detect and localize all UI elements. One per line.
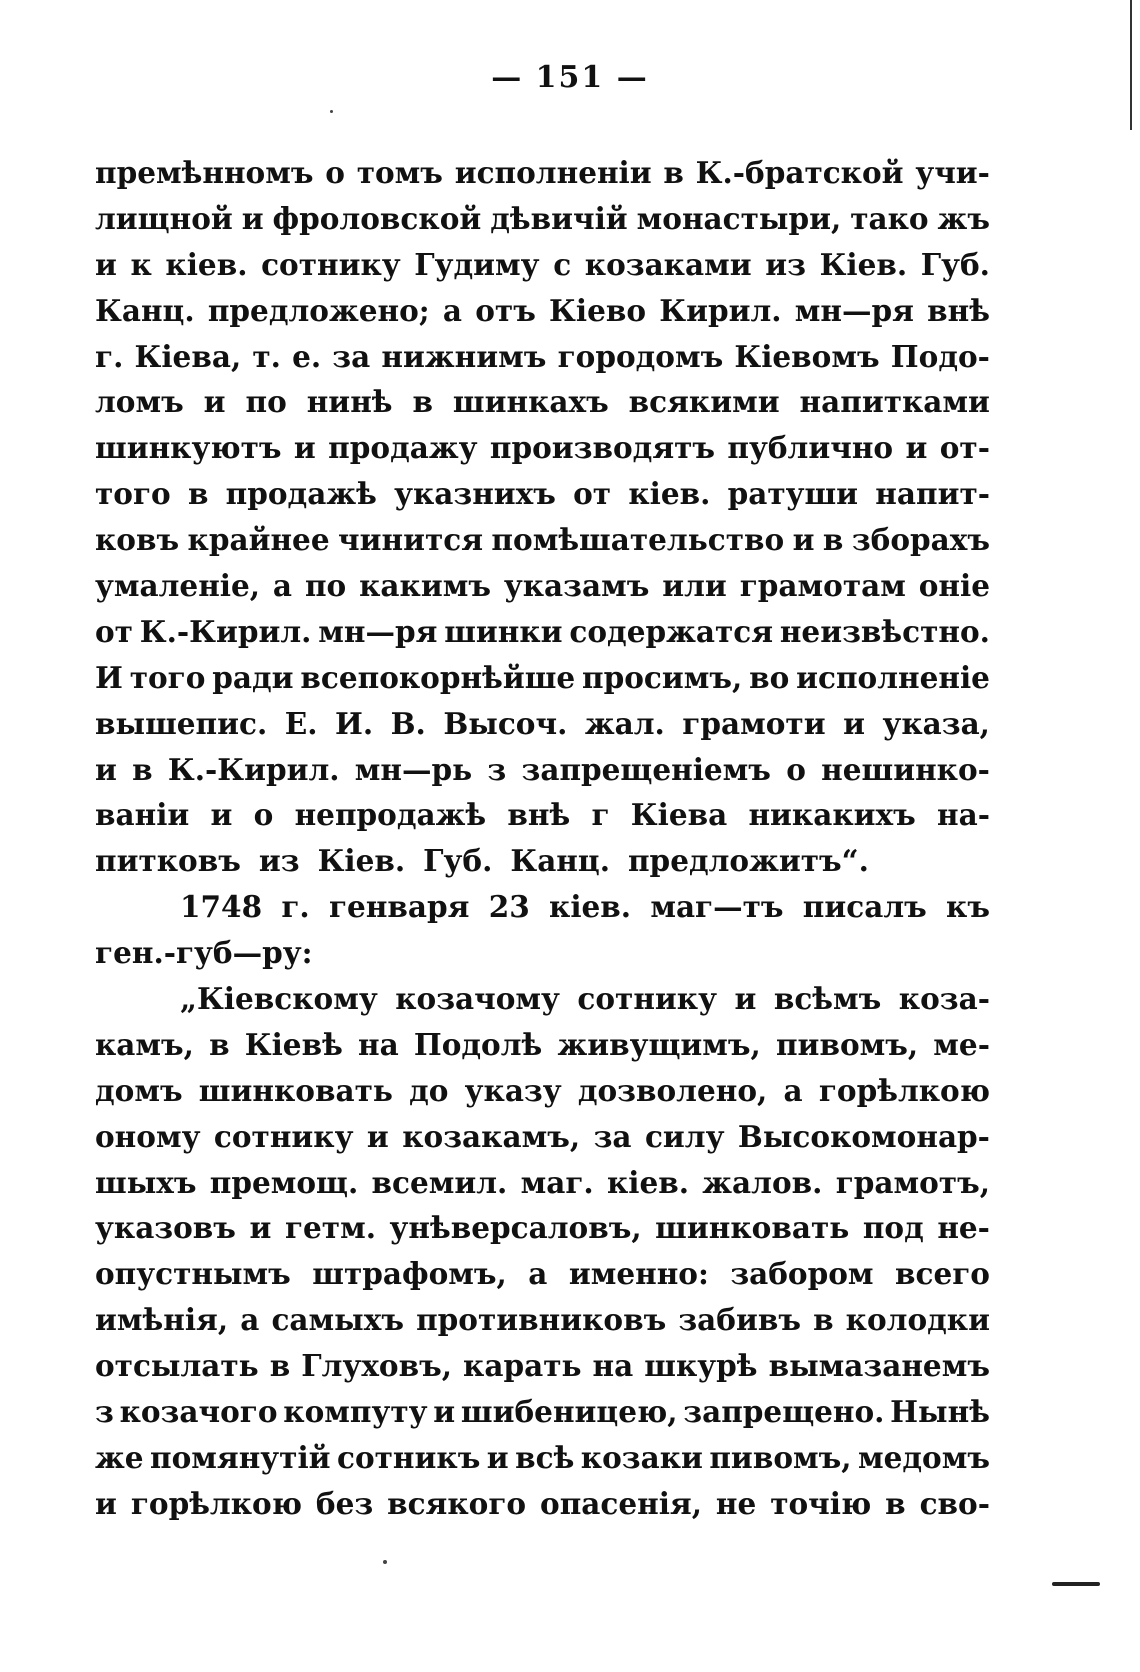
word: исполненіи [454,155,652,190]
word: зборахъ [851,522,990,558]
margin-mark [1052,1582,1100,1586]
word: всепокорнѣйше [300,659,576,695]
word: унѣверсаловъ, [389,1210,642,1246]
text-line [95,1205,990,1251]
word: и [843,705,865,741]
word: ме- [933,1026,990,1062]
word: Кіев. [819,246,908,282]
word: всѣ [515,1439,575,1475]
word: шинковать [655,1210,850,1246]
text-line [95,288,990,334]
word: козачому [395,981,560,1017]
word: по [245,384,287,420]
word: в [209,1026,230,1062]
word: в [269,1348,291,1384]
word: отъ [475,292,536,328]
word: производятъ [489,430,716,466]
word: кіев. [606,1164,689,1200]
ink-speck [383,1560,387,1564]
word: от [573,476,612,512]
word: опасенія, [540,1485,702,1521]
word: ковъ [95,522,180,558]
word: опустнымъ [95,1256,291,1292]
word: монастыри, [636,200,842,236]
word: ген.-губ—ру: [95,935,313,971]
word: в [132,751,153,787]
word: силу [644,1118,725,1154]
word: нешинко- [821,751,990,787]
word: городомъ [557,338,724,374]
text-line [95,334,990,380]
word: оніе [918,568,990,604]
word: указу [464,1072,562,1108]
word: камъ, [95,1026,194,1062]
text-line [95,1160,990,1206]
word: козачого [119,1394,278,1430]
word: шыхъ [95,1164,197,1200]
word: вымазанемъ [768,1348,990,1384]
word: исполненіе [796,659,990,695]
word: з [487,751,507,787]
word: Подо- [890,338,990,374]
word: Губ. [920,246,990,282]
word: сотнику [577,981,717,1017]
word: продажу [328,430,478,466]
word: шинкахъ [452,384,609,420]
word: пивомъ, [709,1439,852,1475]
word: и [433,1394,456,1430]
word: Гудиму [414,246,540,282]
text-line [95,792,990,838]
word: козаками [584,246,752,282]
word: нинѣ [306,384,393,420]
word: Кіева, [134,338,242,374]
word: всякого [387,1485,527,1521]
word: шинковать [198,1072,393,1108]
text-line [95,930,990,976]
word: в [663,155,684,190]
word: живущимъ, [557,1026,761,1062]
text-line [95,747,990,793]
text-line [95,1389,990,1435]
word: з [95,1394,114,1430]
word: дѣвичій [490,200,628,236]
word: в [885,1485,906,1521]
word: Кирил. [659,292,782,328]
word: шкурѣ [644,1348,758,1384]
text-line [95,884,990,930]
text-line [95,1297,990,1343]
word: маг. [520,1164,594,1200]
word: забором [730,1256,874,1292]
word: продажѣ [225,476,377,512]
word: домъ [95,1072,183,1108]
word: грамоти [682,705,826,741]
word: и [905,430,928,466]
word: Кіева [630,797,728,833]
word: грамотъ, [835,1164,990,1200]
word: премощ. [209,1164,359,1200]
word: и [792,522,815,558]
ink-speck [330,110,333,113]
word: и [95,246,117,282]
word: 23 [488,889,530,925]
text-line [95,1022,990,1068]
word: а [783,1072,803,1108]
word: точію [770,1485,872,1521]
word: предложитъ“. [627,843,869,879]
word: в [813,1302,834,1338]
text-line [95,242,990,288]
word: Кіево [549,292,647,328]
word: шибеницею, [460,1394,678,1430]
word: к [130,246,152,282]
word: кіев. [165,246,248,282]
word: кіев. [628,476,711,512]
word: за [593,1118,632,1154]
word: Подолѣ [413,1026,543,1062]
word: медомъ [857,1439,990,1475]
word: напитками [799,384,990,420]
word: непродажѣ [294,797,487,833]
word: К.-братской [695,155,904,190]
text-line [95,1068,990,1114]
word: грамотам [739,568,906,604]
word: отсылать [95,1348,259,1384]
word: за [332,338,371,374]
word: и [486,1439,509,1475]
word: имѣнія, [95,1302,229,1338]
word: запрещено. [683,1394,885,1430]
word: и [203,384,226,420]
word: помянутій [150,1439,331,1475]
word: питковъ [95,843,241,879]
word: никакихъ [748,797,916,833]
text-line [95,517,990,563]
word: г. [95,338,124,374]
text-line [95,1343,990,1389]
word: жал. [584,705,665,741]
text-line [95,976,990,1022]
word: содержатся [569,613,774,649]
text-line [95,1251,990,1297]
word: Высоч. [443,705,568,741]
word: того [95,476,171,512]
word: ратуши [727,476,859,512]
word: внѣ [927,292,990,328]
word: от [95,613,133,649]
word: кіев. [549,889,632,925]
word: г [591,797,610,833]
word: горѣлкою [130,1485,302,1521]
word: указовъ [95,1210,236,1246]
word: всѣмъ [773,981,882,1017]
word: на [357,1026,399,1062]
word: забивъ [678,1302,801,1338]
word: сотникъ [337,1439,481,1475]
word: жалов. [702,1164,823,1200]
word: всемил. [371,1164,508,1200]
word: тако [850,200,929,236]
word: е. [292,338,322,374]
word: с [553,246,572,282]
word: о [253,797,274,833]
word: нижнимъ [381,338,547,374]
word: Кіев. [317,843,406,879]
word: В. [390,705,426,741]
word: помѣшательство [491,522,785,558]
word: по [304,568,347,604]
word: чинится [338,522,483,558]
word: неизвѣстно. [779,613,990,649]
word: козакамъ, [402,1118,581,1154]
word: умаленіе, [95,568,261,604]
word: маг—тъ [650,889,784,925]
word: штрафомъ, [312,1256,507,1292]
word: коза- [898,981,990,1017]
word: Нынѣ [890,1394,990,1430]
word: колодки [845,1302,990,1338]
word: просимъ, [582,659,743,695]
word: Е. [284,705,318,741]
word: премѣнномъ [95,155,314,190]
text-line [95,425,990,471]
word: г. [281,889,310,925]
word: сво- [919,1485,990,1521]
word: и [293,430,316,466]
word: предложено; [207,292,430,328]
word: во [749,659,790,695]
word: учи- [915,155,990,190]
word: в [412,384,433,420]
word: до [409,1072,449,1108]
word: именно: [568,1256,709,1292]
word: фроловской [272,200,482,236]
word: не [715,1485,757,1521]
word: а [240,1302,260,1338]
word: а [272,568,293,604]
word: внѣ [507,797,571,833]
word: на- [936,797,990,833]
word: козаки [580,1439,703,1475]
text-line [95,150,990,196]
word: карать [463,1348,582,1384]
text-line [95,1435,990,1481]
word: пивомъ, [775,1026,919,1062]
word: оному [95,1118,201,1154]
word: Глуховъ, [301,1348,452,1384]
word: от- [939,430,990,466]
word: Высокомонар- [737,1118,990,1154]
word: а [528,1256,548,1292]
word: не- [937,1210,990,1246]
word: шинки [444,613,563,649]
word: о [786,751,806,787]
word: и [366,1118,389,1154]
word: или [662,568,727,604]
word: в [187,476,209,512]
word: сотнику [213,1118,354,1154]
word: ломъ [95,384,184,420]
word: дозволено, [577,1072,768,1108]
word: всего [895,1256,990,1292]
word: томъ [356,155,443,190]
text-line [95,471,990,517]
word: и [210,797,233,833]
word: Канц. [510,843,610,879]
text-line [95,655,990,701]
word: къ [946,889,990,925]
word: и [95,751,117,787]
word: писалъ [802,889,927,925]
word: Канц. [95,292,195,328]
word: из [765,246,806,282]
word: Кіевѣ [244,1026,343,1062]
word: мн—рь [354,751,473,787]
word: сотнику [261,246,401,282]
word: Губ. [423,843,493,879]
text-line [95,563,990,609]
word: К.-Кирил. [139,613,312,649]
page-number: — 151 — [491,60,649,95]
word: указнихъ [394,476,556,512]
word: жъ [937,200,990,236]
word: компуту [283,1394,428,1430]
word: крайнее [187,522,330,558]
word: того [129,659,206,695]
word: „Кіевскому [180,981,378,1017]
word: о [325,155,345,190]
word: без [315,1485,374,1521]
text-line [95,1481,990,1527]
word: ради [212,659,294,695]
word: указамъ [503,568,650,604]
text-line [95,609,990,655]
text-line [95,838,990,884]
word: Кіевомъ [734,338,880,374]
word: и [249,1210,272,1246]
word: в [822,522,844,558]
body-text [95,150,990,1527]
word: и [95,1485,117,1521]
word: из [258,843,300,879]
word: под [862,1210,924,1246]
word: противниковъ [416,1302,667,1338]
word: вышепис. [95,705,268,741]
text-line [95,701,990,747]
word: указа, [882,705,990,741]
word: т. [252,338,281,374]
word: И. [334,705,374,741]
word: какимъ [359,568,491,604]
text-line [95,196,990,242]
word: публично [727,430,894,466]
word: же [95,1439,144,1475]
word: а [442,292,463,328]
word: 1748 [180,889,263,925]
word: мн—ря [318,613,438,649]
word: самыхъ [271,1302,404,1338]
word: на [592,1348,634,1384]
word: и [734,981,757,1017]
text-line [95,379,990,425]
word: гетм. [284,1210,376,1246]
word: и [241,200,264,236]
text-line [95,1114,990,1160]
word: всякими [628,384,780,420]
word: горѣлкою [818,1072,990,1108]
word: лищной [95,200,233,236]
word: напит- [875,476,990,512]
word: запрещеніемъ [521,751,771,787]
word: генваря [328,889,470,925]
word: И [95,659,123,695]
word: К.-Кирил. [167,751,340,787]
word: мн—ря [794,292,914,328]
word: шинкуютъ [95,430,282,466]
word: ваніи [95,797,190,833]
